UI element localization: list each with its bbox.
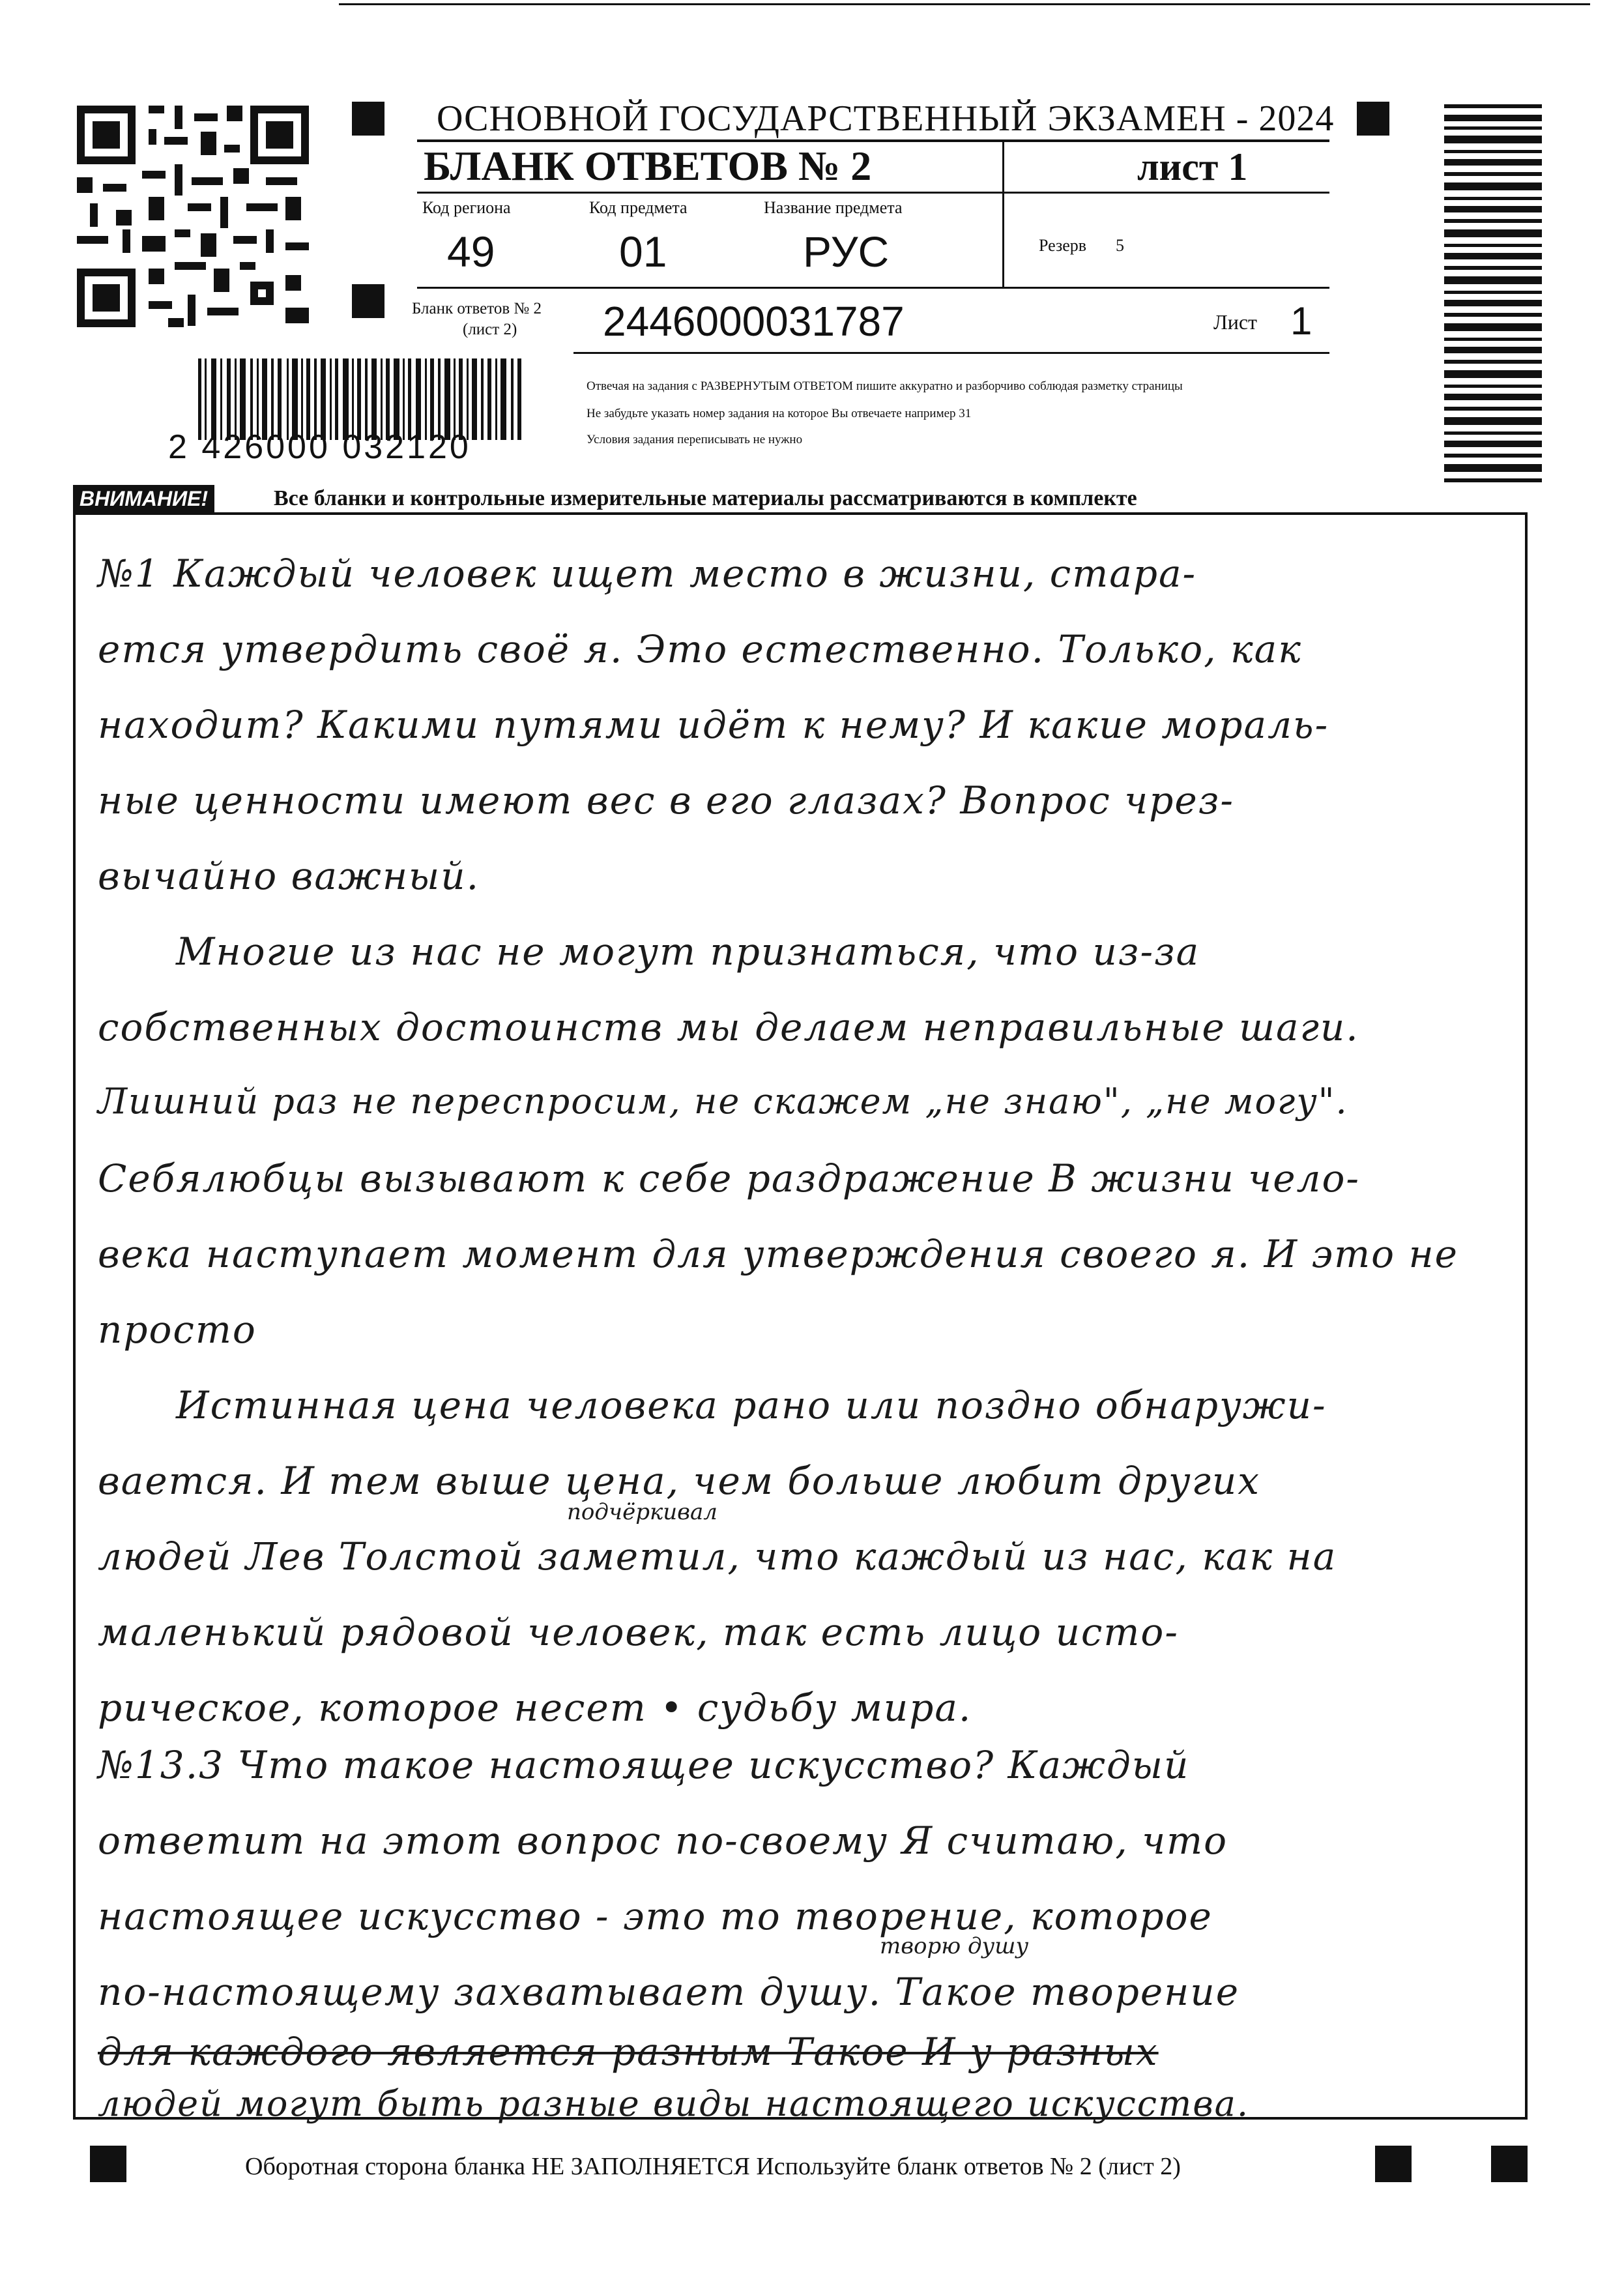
qr-code bbox=[77, 106, 309, 327]
subject-name: РУС bbox=[803, 227, 890, 276]
registration-mark bbox=[1357, 102, 1389, 136]
sheet-label: лист 1 bbox=[1137, 145, 1248, 188]
answer-field[interactable] bbox=[73, 512, 1528, 2120]
form-ref-line2: (лист 2) bbox=[463, 321, 517, 338]
subject-name-label: Название предмета bbox=[764, 198, 903, 217]
answer-line: вается. И тем выше цена, чем больше любит других bbox=[98, 1459, 1260, 1503]
header-rule bbox=[417, 192, 1329, 194]
answer-line: ответит на этот вопрос по-своему Я считаю, что bbox=[98, 1818, 1228, 1863]
form-title: БЛАНК ОТВЕТОВ № 2 bbox=[424, 143, 872, 189]
answer-line: века наступает момент для утверждения своего я. И это не bbox=[98, 1232, 1458, 1276]
attention-badge: ВНИМАНИЕ! bbox=[73, 485, 214, 512]
attention-text: Все бланки и контрольные измерительные материалы рассматриваются в комплекте bbox=[274, 486, 1137, 510]
reserve-label: Резерв bbox=[1039, 236, 1087, 255]
answer-line: просто bbox=[98, 1307, 257, 1352]
subject-code-label: Код предмета bbox=[589, 198, 688, 217]
instruction-2: Не забудьте указать номер задания на которое Вы отвечаете например 31 bbox=[587, 407, 972, 420]
answer-line: маленький рядовой человек, так есть лицо исто- bbox=[98, 1610, 1179, 1654]
answer-line: Лишний раз не переспросим, не скажем „не знаю", „не могу". bbox=[98, 1081, 1348, 1122]
registration-mark bbox=[352, 284, 384, 318]
form-ref-line1: Бланк ответов № 2 bbox=[412, 300, 542, 317]
registration-mark bbox=[90, 2146, 126, 2182]
header-rule bbox=[417, 287, 1329, 289]
registration-mark bbox=[1491, 2146, 1528, 2182]
answer-line: ется утвердить своё я. Это естественно. Только, как bbox=[98, 627, 1302, 671]
header-rule bbox=[573, 352, 1329, 354]
answer-line-crossed: для каждого является разным Такое И у разных bbox=[98, 2030, 1159, 2074]
sheet-num-label: Лист bbox=[1213, 310, 1258, 334]
barcode-digits: 2 426000 032120 bbox=[168, 428, 471, 466]
registration-mark bbox=[1375, 2146, 1412, 2182]
side-barcode bbox=[1444, 104, 1542, 489]
inserted-word: подчёркивал bbox=[567, 1499, 718, 1525]
answer-line: рическое, которое несет • судьбу мира. bbox=[98, 1685, 972, 1730]
answer-line: собственных достоинств мы делаем неправильные шаги. bbox=[98, 1005, 1359, 1049]
answer-line: №1 Каждый человек ищет место в жизни, стара- bbox=[98, 551, 1197, 596]
answer-line: находит? Какими путями идёт к нему? И какие мораль- bbox=[98, 703, 1329, 747]
answer-line: по-настоящему захватывает душу. Такое творение bbox=[98, 1970, 1240, 2014]
registration-mark bbox=[352, 102, 384, 136]
region-code-label: Код региона bbox=[422, 198, 511, 217]
answer-line: Себялюбцы вызывают к себе раздражение В жизни чело- bbox=[98, 1156, 1360, 1201]
header-divider bbox=[1002, 141, 1004, 288]
subject-code: 01 bbox=[619, 227, 667, 276]
region-code: 49 bbox=[447, 227, 495, 276]
sheet-num: 1 bbox=[1290, 299, 1312, 343]
exam-title: ОСНОВНОЙ ГОСУДАРСТВЕННЫЙ ЭКЗАМЕН - 2024 bbox=[437, 98, 1335, 139]
form-number: 2446000031787 bbox=[603, 298, 905, 345]
answer-line: №13.3 Что такое настоящее искусство? Каждый bbox=[98, 1743, 1190, 1787]
answer-line: ные ценности имеют вес в его глазах? Вопрос чрез- bbox=[98, 778, 1234, 823]
answer-line: Истинная цена человека рано или поздно обнаружи- bbox=[176, 1383, 1327, 1427]
instruction-3: Условия задания переписывать не нужно bbox=[587, 433, 803, 446]
instruction-1: Отвечая на задания с РАЗВЕРНУТЫМ ОТВЕТОМ пишите аккуратно и разборчиво соблюдая разметку страницы bbox=[587, 379, 1183, 393]
answer-line: вычайно важный. bbox=[98, 854, 480, 898]
reserve-value: 5 bbox=[1116, 236, 1124, 255]
answer-line: Многие из нас не могут признаться, что из-за bbox=[176, 929, 1200, 974]
footer-text: Оборотная сторона бланка НЕ ЗАПОЛНЯЕТСЯ Используйте бланк ответов № 2 (лист 2) bbox=[245, 2153, 1181, 2180]
answer-line: людей могут быть разные виды настоящего искусства. bbox=[98, 2083, 1250, 2124]
inserted-word: творю душу bbox=[880, 1933, 1029, 1959]
top-border-line bbox=[339, 3, 1590, 5]
answer-line: настоящее искусство - это то творение, которое bbox=[98, 1894, 1213, 1938]
answer-line: людей Лев Толстой заметил, что каждый из нас, как на bbox=[98, 1534, 1337, 1579]
